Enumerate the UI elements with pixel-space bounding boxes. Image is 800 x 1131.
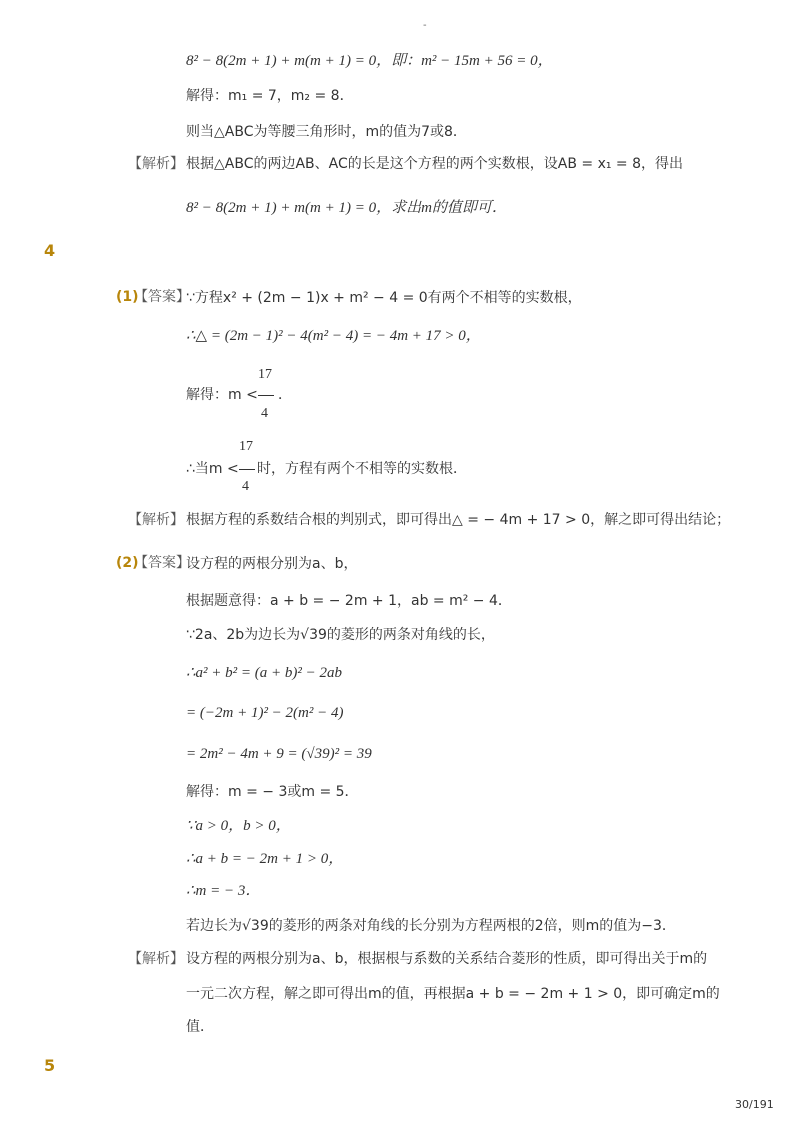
q4-part2-line: ∵a > 0，b > 0， xyxy=(186,818,291,834)
q4-part1-conc-frac-bar xyxy=(239,460,255,478)
question-number-5: 5 xyxy=(44,1056,56,1075)
q4-part2-line: ∴a + b = − 2m + 1 > 0， xyxy=(186,851,344,867)
q4-part1-frac-bar xyxy=(258,386,274,404)
q3-conclusion-line: 则当△ABC为等腰三角形时，m的值为7或8． xyxy=(186,124,467,140)
q3-analysis-line-1: 根据△ABC的两边AB、AC的长是这个方程的两个实数根，设AB = x₁ = 8，得出 xyxy=(186,156,684,172)
q4-part2-line: 若边长为√39的菱形的两条对角线的长分别为方程两根的2倍，则m的值为−3． xyxy=(186,918,676,934)
page-number: 30/191 xyxy=(735,1098,774,1111)
q4-part2-line: 根据题意得：a + b = − 2m + 1，ab = m² − 4． xyxy=(186,593,512,609)
q4-part2-line: ∴a² + b² = (a + b)² − 2ab xyxy=(186,665,343,681)
q4-part2-line: 解得：m = − 3或m = 5． xyxy=(186,784,359,800)
q4-part2-analysis-line: 设方程的两根分别为a、b，根据根与系数的关系结合菱形的性质，即可得出关于m的 xyxy=(186,951,708,967)
q4-part1-conc-prefix: ∴当m < xyxy=(186,461,239,477)
q4-part2-line: ∴m = − 3． xyxy=(186,883,261,899)
q4-part1-label: (1) xyxy=(116,289,139,305)
q4-part1-answer-tag: 【答案】 xyxy=(134,289,190,305)
q4-part1-line-2: ∴△ = (2m − 1)² − 4(m² − 4) = − 4m + 17 > 0， xyxy=(186,328,481,344)
q4-part2-analysis-line: 值． xyxy=(186,1019,214,1035)
q4-part1-conc-suffix: 时，方程有两个不相等的实数根． xyxy=(257,461,467,477)
q4-part1-conc-frac-numerator: 17 xyxy=(239,439,253,454)
q4-part2-line: = (−2m + 1)² − 2(m² − 4) xyxy=(186,705,344,721)
q4-part2-analysis-line: 一元二次方程，解之即可得出m的值，再根据a + b = − 2m + 1 > 0，即可确定m的 xyxy=(186,986,720,1002)
q3-analysis-tag: 【解析】 xyxy=(128,156,184,172)
q4-part1-solve-prefix: 解得：m < xyxy=(186,387,258,403)
q4-part1-solve-suffix: ． xyxy=(278,387,292,403)
question-number-4: 4 xyxy=(44,241,56,260)
q4-part1-line-1: ∵方程x² + (2m − 1)x + m² − 4 = 0有两个不相等的实数根， xyxy=(186,290,582,306)
q4-part2-analysis-tag: 【解析】 xyxy=(128,951,184,967)
q4-part1-analysis-tag: 【解析】 xyxy=(128,512,184,528)
q4-part2-line: 设方程的两根分别为a、b， xyxy=(186,556,358,572)
q4-part2-line: ∵2a、2b为边长为√39的菱形的两条对角线的长， xyxy=(186,627,495,643)
q4-part2-line: = 2m² − 4m + 9 = (√39)² = 39 xyxy=(186,746,372,762)
q4-part1-frac-denominator: 4 xyxy=(261,406,268,421)
q3-equation-line: 8² − 8(2m + 1) + m(m + 1) = 0，即：m² − 15m + 56 = 0， xyxy=(186,53,553,69)
q4-part1-analysis: 根据方程的系数结合根的判别式，即可得出△ = − 4m + 17 > 0，解之即可得出结论； xyxy=(186,512,731,528)
q4-part1-conc-frac-denominator: 4 xyxy=(242,479,249,494)
q3-solve-line: 解得：m₁ = 7，m₂ = 8． xyxy=(186,88,354,104)
q4-part2-answer-tag: 【答案】 xyxy=(134,555,190,571)
q4-part1-frac-numerator: 17 xyxy=(258,367,272,382)
q4-part2-label: (2) xyxy=(116,555,139,571)
header-mark: - xyxy=(423,20,427,31)
q3-analysis-line-2: 8² − 8(2m + 1) + m(m + 1) = 0，求出m的值即可． xyxy=(186,200,507,216)
